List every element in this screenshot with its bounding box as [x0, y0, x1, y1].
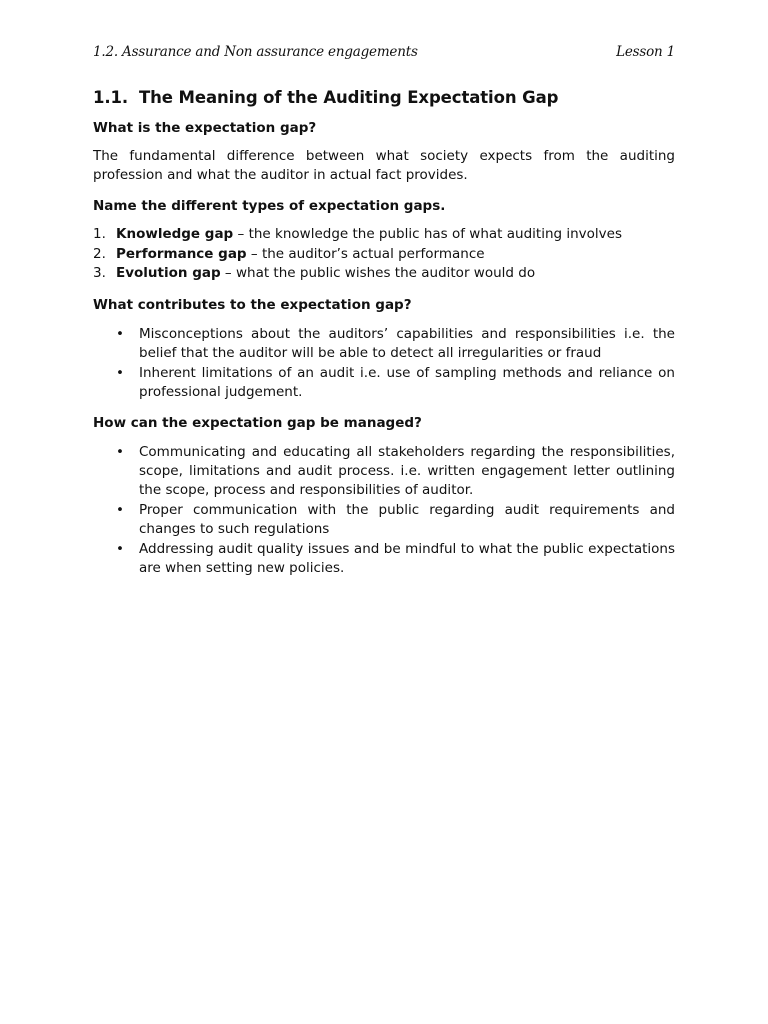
list-item-text: Proper communication with the public regarding audit requirements and changes to such regulations [139, 501, 675, 537]
list-item-text: Inherent limitations of an audit i.e. use of sampling methods and reliance on professional judgement. [139, 364, 675, 400]
list-item-text [116, 245, 485, 265]
list-item [93, 325, 675, 363]
header-lesson-label: Lesson 1 [616, 44, 675, 60]
list-item-text: Communicating and educating all stakeholders regarding the responsibilities, scope, limitations and audit process. i.e. written engagement letter outlining the scope, process and responsibilities of auditor. [139, 443, 675, 498]
list-number: 3. [93, 265, 106, 281]
question-gap-types: Name the different types of expectation gaps. [93, 198, 446, 214]
list-item [93, 245, 675, 265]
contributors-list [93, 325, 675, 402]
list-item-text [116, 225, 622, 245]
document-page [93, 44, 675, 579]
list-item [93, 443, 675, 500]
list-item [93, 264, 675, 284]
bullet-icon: • [116, 501, 124, 518]
gap-types-list [93, 225, 675, 284]
list-number: 2. [93, 245, 106, 262]
question-gap-contributors: What contributes to the expectation gap? [93, 296, 412, 313]
term-description: – the knowledge the public has of what auditing involves [233, 226, 622, 242]
list-item-text: Misconceptions about the auditors’ capabilities and responsibilities i.e. the belief that the auditor will be able to detect all irregularities or fraud [139, 325, 675, 361]
term: Knowledge gap [116, 226, 234, 242]
list-number: 1. [93, 226, 106, 242]
section-number: 1.1. [93, 88, 129, 107]
term-description: – what the public wishes the auditor would do [220, 265, 536, 281]
list-item [93, 364, 675, 402]
bullet-icon: • [116, 540, 124, 557]
list-item [93, 540, 675, 578]
management-list [93, 443, 675, 578]
page-header [93, 44, 675, 66]
question-gap-management: How can the expectation gap be managed? [93, 414, 422, 431]
section-title: The Meaning of the Auditing Expectation Gap [139, 88, 559, 107]
list-item [93, 501, 675, 539]
section-heading [93, 88, 675, 107]
list-item-text [116, 264, 535, 284]
bullet-icon: • [116, 364, 124, 381]
question-expectation-gap: What is the expectation gap? [93, 120, 317, 136]
list-item-text: Addressing audit quality issues and be mindful to what the public expectations are when setting new policies. [139, 540, 675, 576]
term: Performance gap [116, 245, 247, 262]
bullet-icon: • [116, 443, 124, 460]
term-description: – the auditor’s actual performance [246, 245, 485, 262]
term: Evolution gap [116, 265, 221, 281]
header-chapter-title: 1.2. Assurance and Non assurance engagements [93, 44, 418, 60]
list-item [93, 225, 675, 245]
answer-expectation-gap: The fundamental difference between what society expects from the auditing profession and what the auditor in actual fact provides. [93, 148, 675, 183]
bullet-icon: • [116, 325, 124, 342]
